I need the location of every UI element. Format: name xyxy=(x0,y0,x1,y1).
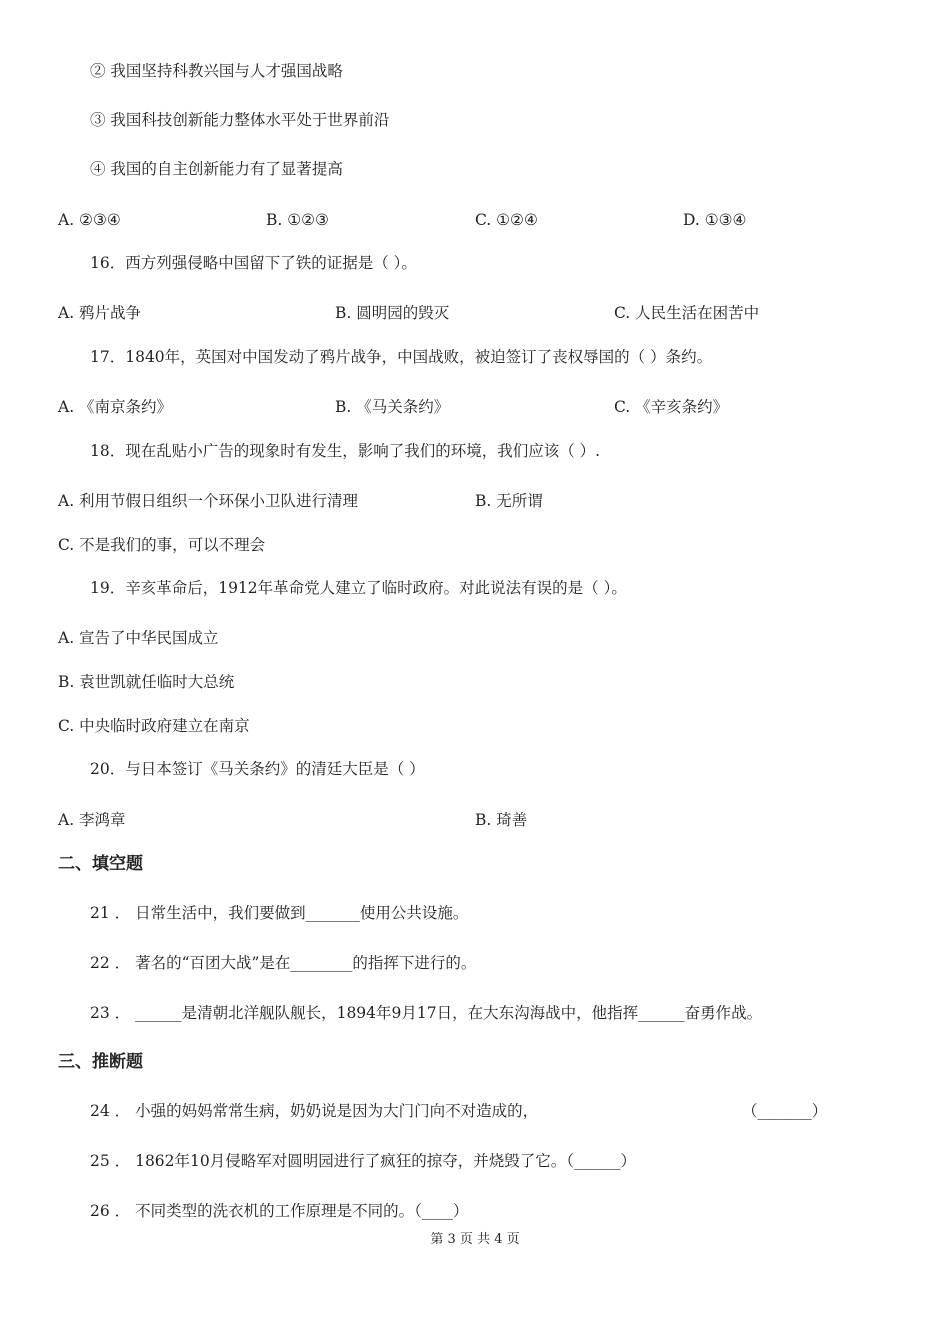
q26: 26 ． 不同类型的洗衣机的工作原理是不同的。（____） xyxy=(90,1202,469,1220)
q19-stem: 19．辛亥革命后，1912年革命党人建立了临时政府。对此说法有误的是（ ）。 xyxy=(90,579,627,597)
q17-option-c: C. 《辛亥条约》 xyxy=(614,398,729,416)
q17-option-a: A. 《南京条约》 xyxy=(58,398,173,416)
q15-option-b: B. ①②③ xyxy=(266,211,329,229)
q18-option-a: A. 利用节假日组织一个环保小卫队进行清理 xyxy=(58,492,359,510)
q24: 24 ． 小强的妈妈常常生病，奶奶说是因为大门门向不对造成的， xyxy=(90,1102,539,1120)
q18-stem: 18．现在乱贴小广告的现象时有发生，影响了我们的环境，我们应该（ ）. xyxy=(90,442,601,460)
q16-option-b: B. 圆明园的毁灭 xyxy=(335,304,450,322)
q16-option-c: C. 人民生活在困苦中 xyxy=(614,304,760,322)
q16-stem: 16．西方列强侵略中国留下了铁的证据是（ ）。 xyxy=(90,254,417,272)
q19-option-a: A. 宣告了中华民国成立 xyxy=(58,629,219,647)
q15-statement-2: ② 我国坚持科教兴国与人才强国战略 xyxy=(90,62,343,80)
q17-stem: 17．1840年，英国对中国发动了鸦片战争，中国战败，被迫签订了丧权辱国的（ ）条约。 xyxy=(90,348,713,366)
q18-option-b: B. 无所谓 xyxy=(475,492,543,510)
page-footer: 第 3 页 共 4 页 xyxy=(430,1232,520,1247)
q20-option-b: B. 琦善 xyxy=(475,811,528,829)
q15-option-a: A. ②③④ xyxy=(58,211,121,229)
q17-option-b: B. 《马关条约》 xyxy=(335,398,450,416)
section-judgment-title: 三、推断题 xyxy=(58,1052,143,1072)
q22: 22 ． 著名的“百团大战”是在________的指挥下进行的。 xyxy=(90,954,477,972)
q16-option-a: A. 鸦片战争 xyxy=(58,304,142,322)
section-fill-in-title: 二、填空题 xyxy=(58,854,143,874)
q25: 25 ． 1862年10月侵略军对圆明园进行了疯狂的掠夺，并烧毁了它。（______） xyxy=(90,1152,636,1170)
q24-answer-blank: （_______） xyxy=(742,1102,828,1120)
q15-statement-4: ④ 我国的自主创新能力有了显著提高 xyxy=(90,160,343,178)
q15-option-d: D. ①③④ xyxy=(683,211,747,229)
q19-option-c: C. 中央临时政府建立在南京 xyxy=(58,717,250,735)
q20-stem: 20．与日本签订《马关条约》的清廷大臣是（ ） xyxy=(90,760,425,778)
q18-option-c: C. 不是我们的事，可以不理会 xyxy=(58,536,266,554)
q20-option-a: A. 李鸿章 xyxy=(58,811,126,829)
q15-option-c: C. ①②④ xyxy=(475,211,538,229)
q15-statement-3: ③ 我国科技创新能力整体水平处于世界前沿 xyxy=(90,111,390,129)
q23: 23 ． ______是清朝北洋舰队舰长，1894年9月17日，在大东沟海战中，他指挥______奋勇作战。 xyxy=(90,1004,763,1022)
q21: 21 ． 日常生活中，我们要做到_______使用公共设施。 xyxy=(90,904,469,922)
q19-option-b: B. 袁世凯就任临时大总统 xyxy=(58,673,235,691)
